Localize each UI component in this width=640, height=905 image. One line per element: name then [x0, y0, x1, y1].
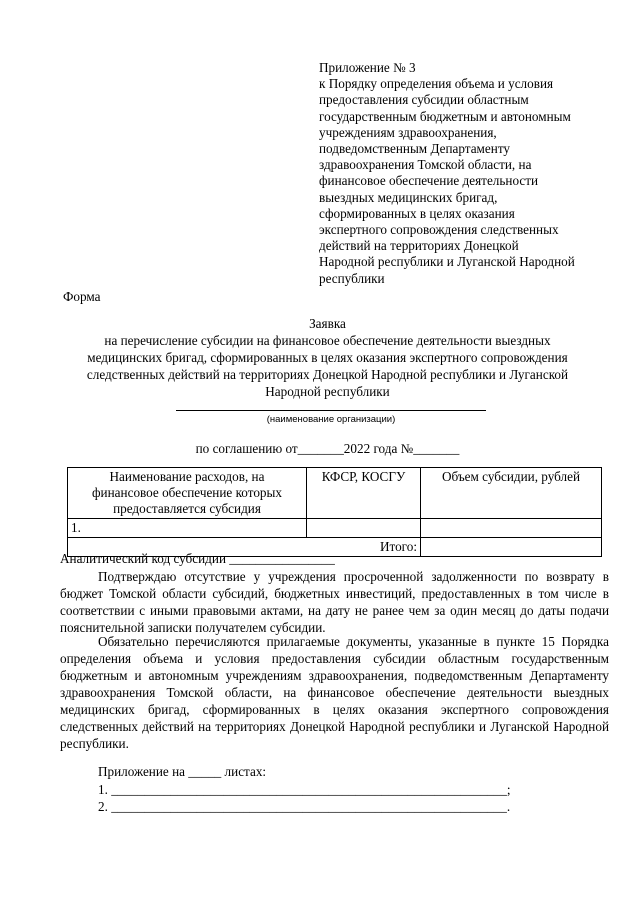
title-line: на перечисление субсидии на финансовое обеспечение деятельности выездных	[104, 333, 551, 348]
appendix-line: сформированных в целях оказания	[319, 205, 515, 221]
attachment-item-1: 1. ____________________________________________________________;	[98, 781, 511, 797]
appendix-line: здравоохранения Томской области, на	[319, 157, 532, 173]
appendix-line: государственным бюджетным и автономным	[319, 108, 571, 124]
document-title	[60, 315, 595, 400]
total-amount-cell[interactable]	[421, 538, 602, 557]
appendix-line: учреждениям здравоохранения,	[319, 124, 497, 140]
title-heading: Заявка	[309, 316, 346, 331]
expenses-table	[67, 467, 602, 557]
appendix-line: экспертного сопровождения следственных	[319, 222, 559, 238]
appendix-line: подведомственным Департаменту	[319, 141, 510, 157]
title-line: Народной республики	[265, 384, 390, 399]
header-cell-expense-name: Наименование расходов, на финансовое обеспечение которых предоставляется субсидия	[68, 468, 307, 519]
analytic-code-line: Аналитический код субсидии ________________	[60, 551, 335, 566]
appendix-block	[319, 60, 604, 287]
documents-paragraph: Обязательно перечисляются прилагаемые документы, указанные в пункте 15 Порядка определения объема и условия предоставления субсидии областным государственным бюджетным и автономным учреждениям здравоохранения, подведомственным Департаменту здравоохранения Томской области, на финансовое обеспечение деятельности выездных медицинских бригад, сформированных в целях оказания экспертного сопровождения следственных действий на территориях Донецкой Народной республики и Луганской Народной республики.	[60, 634, 609, 751]
appendix-line: действий на территориях Донецкой	[319, 238, 519, 254]
form-label: Форма	[63, 289, 101, 304]
table-header-row	[68, 468, 602, 519]
table-row	[68, 519, 602, 538]
amount-cell[interactable]	[421, 519, 602, 538]
row-number-cell: 1.	[68, 519, 307, 538]
appendix-line: республики	[319, 270, 385, 286]
appendix-line: к Порядку определения объема и условия	[319, 76, 554, 92]
agreement-line: по соглашению от_______2022 года №_______	[195, 441, 460, 456]
appendix-line: Приложение № 3	[319, 60, 416, 75]
total-label: Итого:	[68, 538, 421, 557]
attachments-heading: Приложение на _____ листах:	[98, 764, 267, 779]
appendix-line: финансовое обеспечение деятельности	[319, 173, 539, 189]
organization-name-line[interactable]	[176, 410, 486, 411]
attachments-block	[98, 763, 510, 816]
title-line: медицинских бригад, сформированных в целях оказания экспертного сопровождения	[87, 350, 568, 365]
kfsr-cell[interactable]	[307, 519, 421, 538]
attachment-item-2: 2. ____________________________________________________________.	[98, 799, 511, 814]
organization-caption: (наименование организации)	[266, 414, 396, 425]
confirmation-paragraph: Подтверждаю отсутствие у учреждения просроченной задолженности по возврату в бюджет Томской области субсидий, бюджетных инвестиций, предоставленных в том числе в соответствии с иными правовыми актами, на дату не ранее чем за один месяц до даты подачи пояснительной записки получателем субсидии.	[60, 569, 609, 635]
title-line: следственных действий на территориях Донецкой Народной республики и Луганской	[86, 367, 569, 382]
appendix-line: предоставления субсидии областным	[319, 92, 529, 108]
appendix-line: выездных медицинских бригад,	[319, 189, 498, 205]
header-cell-subsidy-amount: Объем субсидии, рублей	[421, 468, 602, 519]
header-cell-kfsr-kosgu: КФСР, КОСГУ	[307, 468, 421, 519]
appendix-line: Народной республики и Луганской Народной	[319, 254, 575, 270]
